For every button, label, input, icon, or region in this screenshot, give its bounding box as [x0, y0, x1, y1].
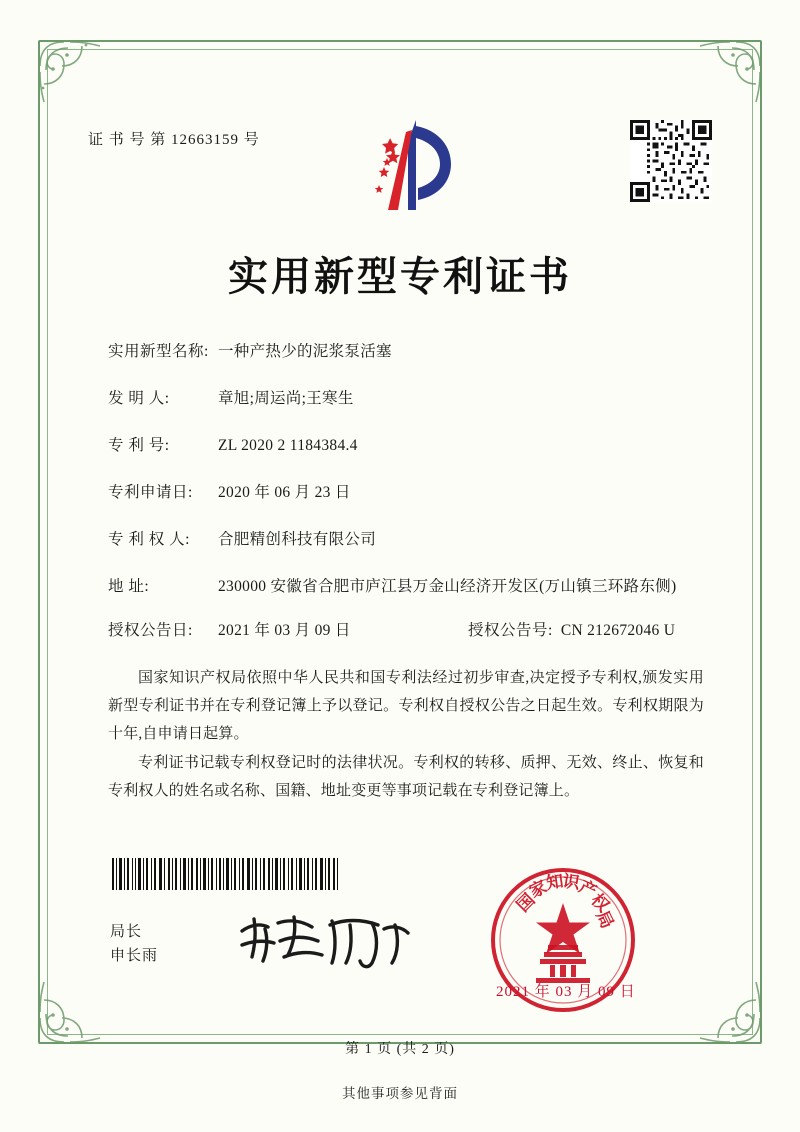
field-row-address	[108, 575, 704, 599]
field-row-patentee	[108, 528, 704, 552]
field-label: 专利申请日:	[108, 484, 193, 502]
corner-ornament-icon	[34, 36, 108, 110]
certificate-number: 证 书 号 第 12663159 号	[88, 132, 260, 148]
qr-code-icon	[630, 120, 712, 202]
field-label: 地 址:	[108, 578, 150, 596]
field-row-application-date	[108, 481, 704, 505]
footnote: 其他事项参见背面	[342, 1086, 458, 1101]
field-value: ZL 2020 2 1184384.4	[218, 437, 358, 455]
field-label-grant-number: 授权公告号:	[468, 622, 553, 640]
seal-date: 2021 年 03 月 09 日	[496, 984, 636, 1000]
field-list	[108, 340, 704, 666]
field-value: 合肥精创科技有限公司	[218, 531, 377, 549]
field-row-name	[108, 340, 704, 364]
cnipa-logo-icon	[352, 112, 462, 220]
svg-text:国: 国	[513, 890, 540, 917]
field-row-patent-number	[108, 434, 704, 458]
field-label: 专 利 号:	[108, 437, 170, 455]
field-row-inventor	[108, 387, 704, 411]
svg-text:家: 家	[526, 876, 551, 903]
field-value-grant-date: 2021 年 03 月 09 日	[218, 622, 351, 640]
field-value: 2020 年 06 月 23 日	[218, 484, 351, 502]
corner-ornament-icon	[34, 974, 108, 1048]
svg-text:局: 局	[591, 907, 618, 932]
field-value: 一种产热少的泥浆泵活塞	[218, 343, 392, 360]
legal-paragraph-1: 国家知识产权局依照中华人民共和国专利法经过初步审查,决定授予专利权,颁发实用新型专利证书并在专利登记簿上予以登记。专利权自授权公告之日起生效。专利权期限为十年,自申请日起算。	[108, 670, 704, 742]
signature-name: 申长雨	[110, 948, 159, 964]
field-label: 发 明 人:	[108, 390, 170, 408]
corner-ornament-icon	[692, 36, 766, 110]
handwritten-signature-icon	[232, 905, 422, 975]
svg-text:产: 产	[575, 876, 600, 903]
corner-ornament-icon	[692, 974, 766, 1048]
barcode-icon	[110, 858, 340, 890]
legal-text	[108, 665, 704, 808]
field-value-grant-number: CN 212672046 U	[560, 622, 676, 640]
field-label: 专 利 权 人:	[108, 531, 190, 549]
field-value: 230000 安徽省合肥市庐江县万金山经济开发区(万山镇三环路东侧)	[218, 578, 677, 596]
svg-text:识: 识	[561, 871, 581, 894]
field-row-grant	[108, 619, 704, 643]
legal-paragraph-2: 专利证书记载专利权登记时的法律状况。专利权的转移、质押、无效、终止、恢复和专利权人的姓名或名称、国籍、地址变更等事项记载在专利登记簿上。	[108, 755, 704, 799]
signature-role: 局长	[110, 924, 143, 940]
svg-text:知: 知	[545, 871, 565, 894]
field-label: 实用新型名称:	[108, 343, 209, 360]
page-number: 第 1 页 (共 2 页)	[345, 1042, 455, 1057]
svg-text:权: 权	[586, 890, 613, 917]
field-label-grant-date: 授权公告日:	[108, 622, 193, 640]
signature-block	[110, 920, 158, 968]
field-value: 章旭;周运尚;王寒生	[218, 390, 354, 408]
page-title: 实用新型专利证书	[228, 253, 572, 300]
